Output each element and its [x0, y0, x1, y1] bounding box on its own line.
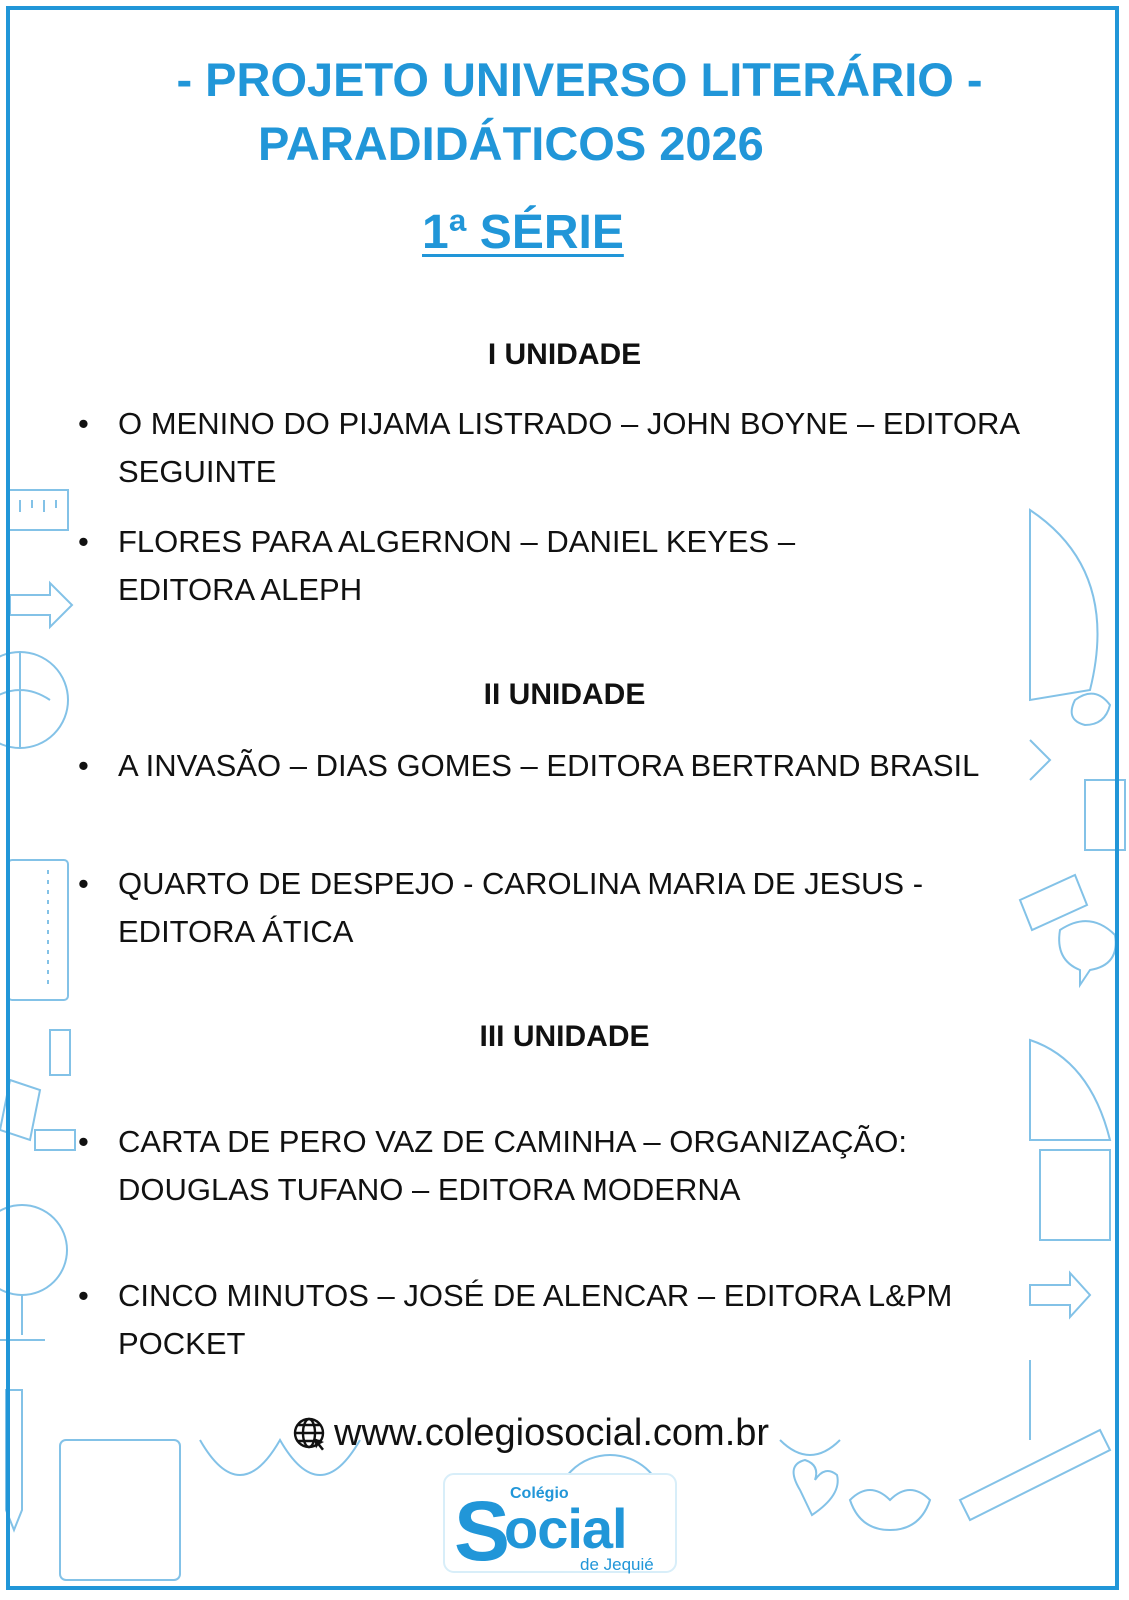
- bullet: •: [78, 406, 89, 441]
- bullet: •: [78, 748, 89, 783]
- unit-heading: I UNIDADE: [487, 338, 642, 371]
- book-entry: FLORES PARA ALGERNON – DANIEL KEYES – EDITORA ALEPH: [118, 524, 796, 607]
- book-entry: QUARTO DE DESPEJO - CAROLINA MARIA DE JESUS - EDITORA ÁTICA: [118, 866, 924, 949]
- grade-heading: 1ª SÉRIE: [422, 206, 624, 259]
- unit-heading: III UNIDADE: [479, 1020, 650, 1053]
- unit-heading: II UNIDADE: [483, 678, 646, 711]
- list-item: [78, 1272, 1038, 1368]
- bullet: •: [78, 866, 89, 901]
- globe-icon: [292, 1416, 328, 1452]
- website-link[interactable]: [292, 1412, 769, 1455]
- website-url: www.colegiosocial.com.br: [334, 1412, 770, 1454]
- list-item: [78, 860, 1038, 956]
- book-entry: CINCO MINUTOS – JOSÉ DE ALENCAR – EDITORA L&PM POCKET: [118, 1278, 953, 1361]
- list-item: [78, 518, 1038, 614]
- bullet: •: [78, 1124, 89, 1159]
- list-item: [78, 400, 1038, 496]
- list-item: [78, 1118, 1038, 1214]
- logo-letter-s: S: [454, 1484, 511, 1578]
- book-entry: O MENINO DO PIJAMA LISTRADO – JOHN BOYNE – EDITORA SEGUINTE: [118, 406, 1019, 489]
- logo-text-main: ocial: [504, 1497, 627, 1560]
- list-item: [78, 742, 1038, 790]
- page-title-line1: - PROJETO UNIVERSO LITERÁRIO -: [176, 53, 983, 106]
- book-entry: A INVASÃO – DIAS GOMES – EDITORA BERTRAND BRASIL: [118, 748, 980, 783]
- colegio-social-logo: [440, 1468, 680, 1578]
- logo-text-top: Colégio: [510, 1485, 569, 1502]
- bullet: •: [78, 524, 89, 559]
- book-entry: CARTA DE PERO VAZ DE CAMINHA – ORGANIZAÇÃO: DOUGLAS TUFANO – EDITORA MODERNA: [118, 1124, 907, 1207]
- page-title-line2: PARADIDÁTICOS 2026: [258, 117, 764, 170]
- logo-text-bottom: de Jequié: [580, 1555, 654, 1574]
- bullet: •: [78, 1278, 89, 1313]
